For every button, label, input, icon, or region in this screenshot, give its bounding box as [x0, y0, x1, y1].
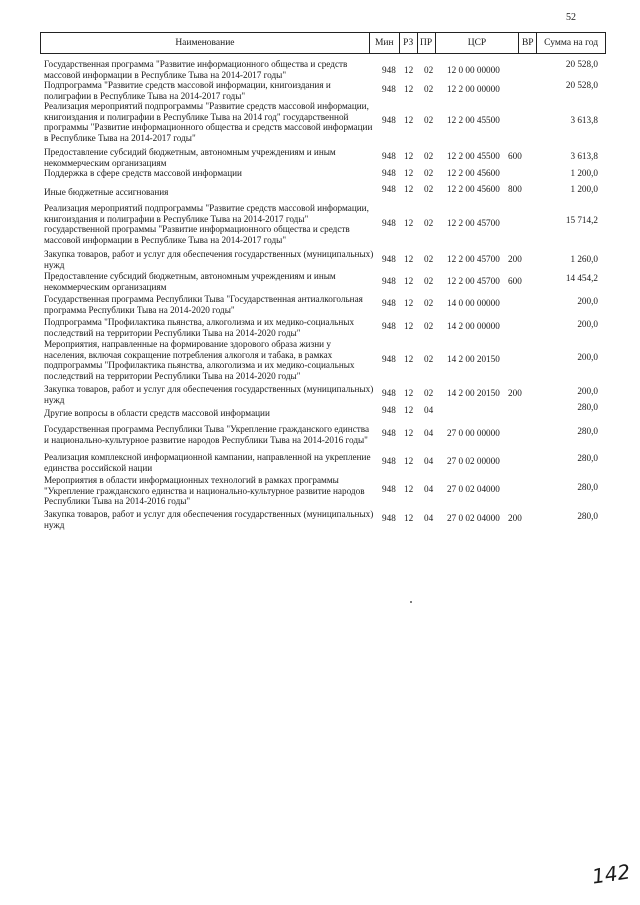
table-row: [0, 249, 640, 271]
row-name: Предоставление субсидий бюджетным, автономным учреждениям и иным некоммерческим организациям: [44, 147, 336, 168]
row-sum: 200,0: [577, 319, 598, 329]
row-min: 948: [382, 321, 396, 331]
row-sum: 200,0: [577, 386, 598, 396]
row-csr: 27 0 02 00000: [447, 456, 500, 466]
row-csr: 12 2 00 00000: [447, 84, 500, 94]
row-sum: 200,0: [577, 296, 598, 306]
table-row: [0, 80, 640, 101]
row-csr: 12 2 00 45500: [447, 115, 500, 125]
row-sum: 1 200,0: [570, 184, 598, 194]
table-row: [0, 424, 640, 446]
row-name: Другие вопросы в области средств массовой информации: [44, 408, 270, 418]
row-csr: 27 0 02 04000: [447, 484, 500, 494]
row-name: Поддержка в сфере средств массовой информации: [44, 168, 242, 178]
row-pr: 02: [424, 388, 434, 398]
row-csr: 12 2 00 45600: [447, 168, 500, 178]
row-vr: 800: [508, 184, 522, 194]
row-min: 948: [382, 388, 396, 398]
row-csr: 12 2 00 45500: [447, 151, 500, 161]
row-name: Реализация мероприятий подпрограммы "Развитие средств массовой информации, книгоиздания и полиграфии в Республике Тыва на 2014 год" государственной программы "Развитие информационного общества и средств массовой информации в Республике Тыва на 2014-2017 годы": [44, 101, 373, 143]
row-csr: 14 2 00 20150: [447, 388, 500, 398]
row-rz: 12: [404, 354, 414, 364]
row-sum: 14 454,2: [565, 273, 598, 283]
row-min: 948: [382, 428, 396, 438]
row-rz: 12: [404, 428, 414, 438]
row-min: 948: [382, 115, 396, 125]
row-csr: 27 0 02 04000: [447, 513, 500, 523]
row-pr: 04: [424, 456, 434, 466]
row-pr: 02: [424, 115, 434, 125]
row-vr: 600: [508, 276, 522, 286]
row-sum: 280,0: [577, 482, 598, 492]
row-rz: 12: [404, 254, 414, 264]
row-min: 948: [382, 456, 396, 466]
table-row: [0, 168, 640, 182]
row-name: Подпрограмма "Профилактика пьянства, алкоголизма и их медико-социальных последствий на территории Республики Тыва на 2014-2020 годы": [44, 317, 355, 338]
row-pr: 02: [424, 151, 434, 161]
row-rz: 12: [404, 513, 414, 523]
row-csr: 27 0 00 00000: [447, 428, 500, 438]
row-rz: 12: [404, 151, 414, 161]
row-rz: 12: [404, 405, 414, 415]
row-rz: 12: [404, 276, 414, 286]
table-row: [0, 184, 640, 198]
handwritten-sheet-number: 142: [590, 859, 632, 889]
row-name: Закупка товаров, работ и услуг для обеспечения государственных (муниципальных) нужд: [44, 384, 374, 405]
row-rz: 12: [404, 218, 414, 228]
table-row: [0, 59, 640, 80]
row-vr: 600: [508, 151, 522, 161]
header-sum: Сумма на год: [544, 38, 599, 48]
row-name: Предоставление субсидий бюджетным, автономным учреждениям и иным некоммерческим организациям: [44, 271, 336, 292]
row-min: 948: [382, 354, 396, 364]
row-vr: 200: [508, 388, 522, 398]
row-rz: 12: [404, 84, 414, 94]
row-name: Иные бюджетные ассигнования: [44, 187, 169, 197]
row-sum: 20 528,0: [565, 80, 598, 90]
table-row: [0, 317, 640, 339]
row-pr: 02: [424, 218, 434, 228]
row-name: Реализация мероприятий подпрограммы "Развитие средств массовой информации, книгоиздания и полиграфии в Республике Тыва на 2014-2017 годы" государственной программы "Развитие информационного общества и средств массовой информации в Республике Тыва на 2014-2017 годы": [44, 203, 369, 245]
table-row: [0, 402, 640, 419]
table-header: [40, 32, 606, 54]
row-name: Закупка товаров, работ и услуг для обеспечения государственных (муниципальных) нужд: [44, 509, 374, 530]
row-min: 948: [382, 168, 396, 178]
row-rz: 12: [404, 321, 414, 331]
row-sum: 15 714,2: [565, 215, 598, 225]
stray-dot: [410, 601, 412, 603]
row-rz: 12: [404, 456, 414, 466]
header-pr: ПР: [418, 33, 436, 53]
header-vr: ВР: [519, 33, 537, 53]
row-csr: 14 0 00 00000: [447, 298, 500, 308]
row-min: 948: [382, 254, 396, 264]
table-row: [0, 271, 640, 293]
row-min: 948: [382, 405, 396, 415]
row-sum: 200,0: [577, 352, 598, 362]
row-sum: 3 613,8: [570, 115, 598, 125]
row-min: 948: [382, 84, 396, 94]
row-min: 948: [382, 218, 396, 228]
row-csr: 12 2 00 45700: [447, 276, 500, 286]
table-row: [0, 452, 640, 474]
row-sum: 280,0: [577, 426, 598, 436]
row-sum: 20 528,0: [565, 59, 598, 69]
row-min: 948: [382, 484, 396, 494]
row-rz: 12: [404, 65, 414, 75]
row-pr: 02: [424, 276, 434, 286]
row-min: 948: [382, 151, 396, 161]
row-sum: 280,0: [577, 511, 598, 521]
row-sum: 280,0: [577, 402, 598, 412]
row-min: 948: [382, 276, 396, 286]
row-name: Мероприятия в области информационных технологий в рамках программы "Укрепление гражданского единства и национально-культурное развитие народов Республики Тыва на 2014-2016 годы": [44, 475, 365, 507]
row-pr: 02: [424, 321, 434, 331]
row-sum: 1 200,0: [570, 168, 598, 178]
row-csr: 14 2 00 20150: [447, 354, 500, 364]
row-rz: 12: [404, 115, 414, 125]
table-row: [0, 384, 640, 406]
row-pr: 02: [424, 65, 434, 75]
row-rz: 12: [404, 484, 414, 494]
row-pr: 04: [424, 428, 434, 438]
header-name: Наименование: [41, 33, 370, 53]
row-rz: 12: [404, 388, 414, 398]
header-csr: ЦСР: [436, 33, 520, 53]
header-min: Мин: [370, 33, 400, 53]
row-pr: 04: [424, 513, 434, 523]
row-pr: 02: [424, 254, 434, 264]
row-min: 948: [382, 298, 396, 308]
row-pr: 02: [424, 184, 434, 194]
row-sum: 280,0: [577, 453, 598, 463]
row-rz: 12: [404, 184, 414, 194]
table-row: [0, 475, 640, 509]
row-vr: 200: [508, 513, 522, 523]
row-rz: 12: [404, 298, 414, 308]
row-name: Реализация комплексной информационной кампании, направленной на укрепление единства российской нации: [44, 452, 371, 473]
table-row: [0, 147, 640, 168]
row-pr: 04: [424, 405, 434, 415]
row-min: 948: [382, 184, 396, 194]
row-name: Государственная программа Республики Тыва "Укрепление гражданского единства и национально-культурное развитие народов Республики Тыва на 2014-2016 годы": [44, 424, 370, 445]
row-vr: 200: [508, 254, 522, 264]
row-sum: 3 613,8: [570, 151, 598, 161]
row-min: 948: [382, 513, 396, 523]
row-min: 948: [382, 65, 396, 75]
row-csr: 12 2 00 45700: [447, 218, 500, 228]
header-rz: РЗ: [400, 33, 418, 53]
row-csr: 12 0 00 00000: [447, 65, 500, 75]
table-row: [0, 509, 640, 531]
row-pr: 02: [424, 354, 434, 364]
table-row: [0, 203, 640, 249]
row-name: Государственная программа Республики Тыва "Государственная антиалкогольная программа Республики Тыва на 2014-2020 годы": [44, 294, 363, 315]
row-pr: 04: [424, 484, 434, 494]
row-name: Закупка товаров, работ и услуг для обеспечения государственных (муниципальных) нужд: [44, 249, 374, 270]
row-name: Государственная программа "Развитие информационного общества и средств массовой информации в Республике Тыва на 2014-2017 годы": [44, 59, 348, 80]
table-row: [0, 339, 640, 384]
page-number: 52: [566, 12, 576, 23]
table-row: [0, 294, 640, 316]
row-sum: 1 260,0: [570, 254, 598, 264]
row-pr: 02: [424, 84, 434, 94]
row-name: Подпрограмма "Развитие средств массовой информации, книгоиздания и полиграфии в Республике Тыва на 2014-2017 годы": [44, 80, 331, 101]
row-name: Мероприятия, направленные на формирование здорового образа жизни у населения, включая сокращение потребления алкоголя и табака, в рамках подпрограммы "Профилактика пьянства, алкоголизма и их медико-социальных последствий на территории Республики Тыва на 2014-2020 годы": [44, 339, 355, 381]
row-pr: 02: [424, 298, 434, 308]
table-row: [0, 101, 640, 147]
row-pr: 02: [424, 168, 434, 178]
row-csr: 12 2 00 45700: [447, 254, 500, 264]
row-csr: 12 2 00 45600: [447, 184, 500, 194]
row-csr: 14 2 00 00000: [447, 321, 500, 331]
row-rz: 12: [404, 168, 414, 178]
